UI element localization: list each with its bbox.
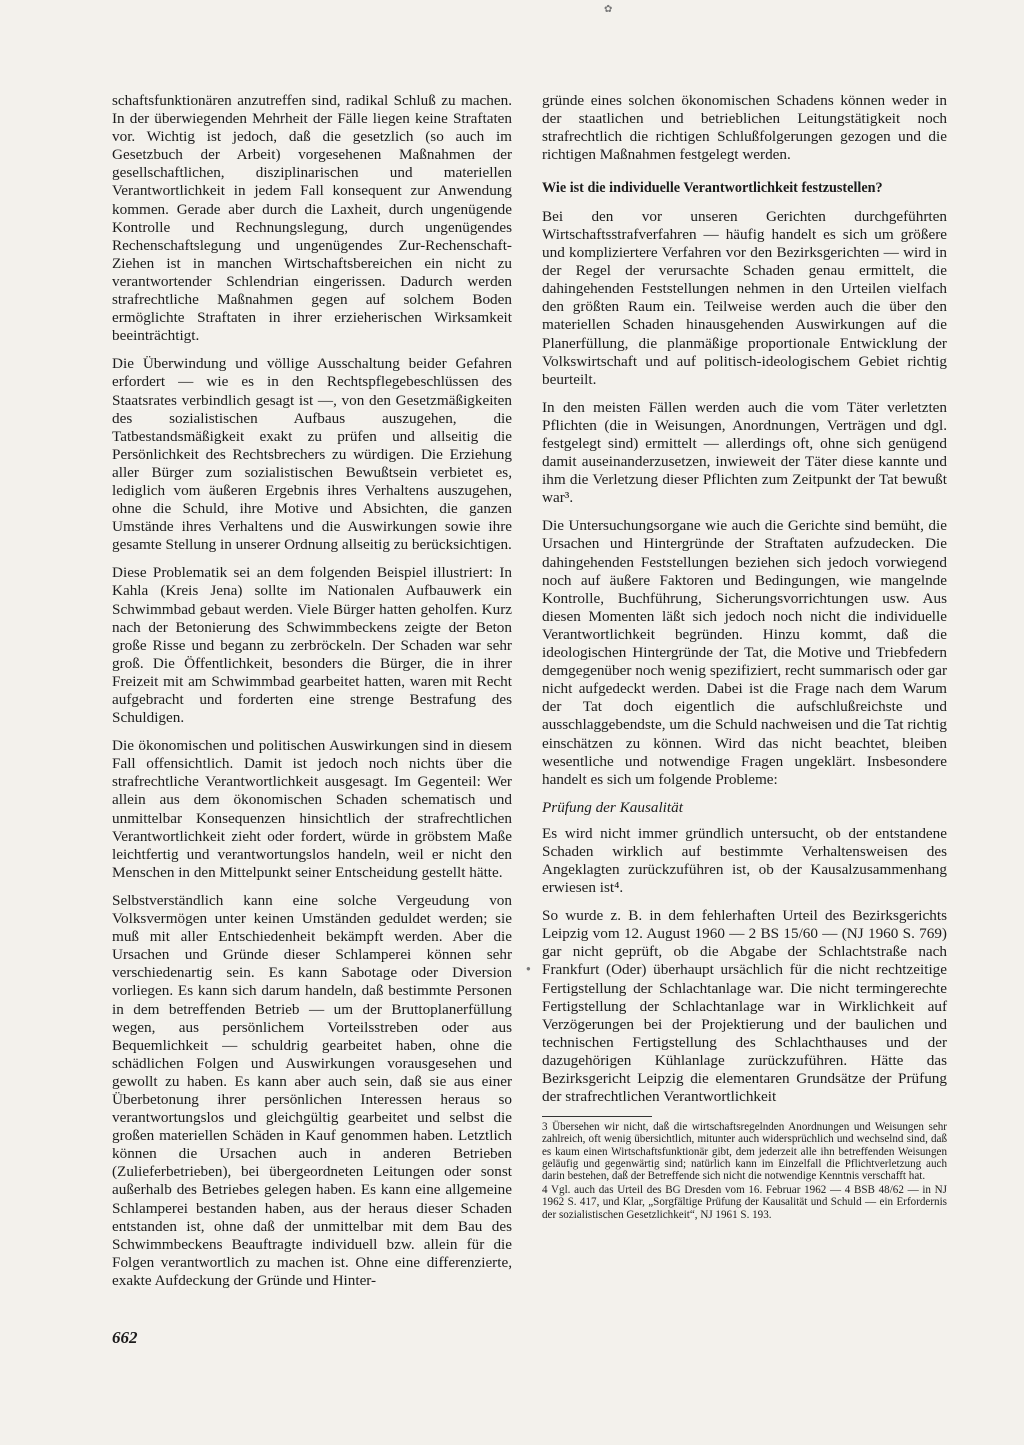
right-intro-paragraph: gründe eines solchen ökonomischen Schadens können weder in der staatlichen und betrieblichen Leitungstätigkeit noch strafrechtlich die richtigen Schlußfolgerungen gezogen und die richtigen Maßnahmen festgelegt werden. <box>542 92 947 164</box>
left-paragraph-3: Diese Problematik sei an dem folgenden Beispiel illustriert: In Kahla (Kreis Jena) sollte im Nationalen Aufbauwerk ein Schwimmbad gebaut werden. Viele Bürger hatten geholfen. Kurz nach der Betonierung des Schwimmbeckens zeigte der Beton große Risse und begann zu zerbröckeln. Der Schaden war sehr groß. Die Öffentlichkeit, besonders die Bürger, die in ihrer Freizeit mit am Schwimmbad gearbeitet hatten, waren mit Recht aufgebracht und forderten eine strenge Bestrafung des Schuldigen. <box>112 564 512 727</box>
section-heading: Wie ist die individuelle Verantwortlichkeit festzustellen? <box>542 180 883 197</box>
left-paragraph-1: schaftsfunktionären anzutreffen sind, radikal Schluß zu machen. In der überwiegenden Mehrheit der Fälle liegen keine Straftaten vor. Wichtig ist jedoch, daß die gesetzlich (so auch im Gesetzbuch der Arbeit) vorgesehenen Maßnahmen der gesellschaftlichen, disziplinarischen und materiellen Verantwortlichkeit in jedem Fall konsequent zur Anwendung kommen. Gerade aber durch die Laxheit, durch ungenügende Kontrolle und Rechnungslegung, durch ungenügendes Rechenschaftslegung und ungenügendes Zur-Rechenschaft-Ziehen ist in manchen Wirtschaftsbereichen ein nicht zu verantwortender Schlendrian eingerissen. Dadurch werden strafrechtliche Maßnahmen gegen auf solchem Boden ermöglichte Straftaten in ihrer erzieherischen Wirksamkeit beeinträchtigt. <box>112 92 512 345</box>
footnote-divider <box>542 1116 652 1117</box>
subheading-kausalitaet: Prüfung der Kausalität <box>542 798 683 816</box>
footnote-4: 4 Vgl. auch das Urteil des BG Dresden vom 16. Februar 1962 — 4 BSB 48/62 — in NJ 1962 S. 417, und Klar, „Sorgfältige Prüfung der Kausalität und Schuld — ein Erfordernis der sozialistischen Gesetzlichkeit“, NJ 1961 S. 193. <box>542 1184 947 1221</box>
scan-dot-mark: ● <box>526 964 531 973</box>
footnote-3: 3 Übersehen wir nicht, daß die wirtschaftsregelnden Anordnungen und Weisungen sehr zahlreich, oft wenig übersichtlich, mitunter auch widersprüchlich und wechselnd sind, daß es kaum einen Wirtschaftsfunktionär gibt, dem jederzeit alle ihn betreffenden Weisungen geläufig und gegenwärtig sind; natürlich kann im Einzelfall die Pflichtverletzung auch darin bestehen, daß der Betreffende sich nicht die notwendige Kenntnis verschafft hat. <box>542 1121 947 1182</box>
right-paragraph-1: Bei den vor unseren Gerichten durchgeführten Wirtschaftsstrafverfahren — häufig handelt es sich um größere und kompliziertere Verfahren vor den Bezirksgerichten — wird in der Regel der verursachte Schaden genau ermittelt, die dahingehenden Feststellungen nehmen in den Urteilen vielfach den größten Raum ein. Teilweise werden auch die über den materiellen Schaden hinausgehenden Auswirkungen auf die Planerfüllung, die planmäßige proportionale Entwicklung der Volkswirtschaft und auf politisch-ideologischem Gebiet richtig beurteilt. <box>542 207 947 388</box>
scan-speck-mark: ✿ <box>604 4 613 15</box>
left-column <box>112 92 512 1300</box>
page-number: 662 <box>112 1328 138 1347</box>
right-paragraph-4: Es wird nicht immer gründlich untersucht, ob der entstandene Schaden wirklich auf bestimmte Verhaltensweisen des Angeklagten zurückzuführen ist, ob der Kausalzusammenhang erwiesen ist⁴. <box>542 824 947 897</box>
left-paragraph-5: Selbstverständlich kann eine solche Vergeudung von Volksvermögen unter keinen Umständen geduldet werden; sie muß mit aller Entschiedenheit bekämpft werden. Aber die Ursachen und Gründe dieser Schlamperei können sehr verschiedenartig sein. Es kann Sabotage oder Diversion vorliegen. Es kann sich darum handeln, daß bestimmte Personen in dem betreffenden Betrieb — um der Bruttoplanerfüllung wegen, aus persönlichem Vorteilsstreben oder aus Bequemlichkeit — schuldrig gearbeitet haben, ohne die schädlichen Folgen und Auswirkungen vorausgesehen und gewollt zu haben. Es kann aber auch sein, daß sie aus einer Überbetonung ihrer persönlichen Interessen heraus so verantwortungslos und gleichgültig gearbeitet und selbst die großen materiellen Schäden in Kauf genommen haben. Letztlich können die Ursachen auch in anderen Betrieben (Zulieferbetrieben), bei übergeordneten Leitungen oder sonst außerhalb des Betriebes gelegen haben. Es kann eine allgemeine Schlamperei bestanden haben, aus der heraus dieser Schaden entstanden ist, ohne daß der unmittelbar mit dem Bau des Schwimmbeckens Beauftragte individuell bzw. allein für die Folgen verantwortlich zu machen ist. Ohne eine differenzierte, exakte Aufdeckung der Gründe und Hinter- <box>112 891 512 1289</box>
right-paragraph-2: In den meisten Fällen werden auch die vom Täter verletzten Pflichten (die in Weisungen, Anordnungen, Verträgen und dgl. festgelegt sind) ermittelt — allerdings oft, ohne sich genügend damit auseinanderzusetzen, inwieweit der Täter diese kannte und ihm die Verletzung dieser Pflichten zum Zeitpunkt der Tat bewußt war³. <box>542 398 947 507</box>
right-paragraph-3: Die Untersuchungsorgane wie auch die Gerichte sind bemüht, die Ursachen und Hintergründe der Straftaten aufzudecken. Die dahingehenden Feststellungen beziehen sich jedoch vorwiegend noch auf äußere Faktoren und Bedingungen, wie mangelnde Kontrolle, Buchführung, Sicherungsvorrichtungen usw. Aus diesen Momenten läßt sich jedoch noch nicht die individuelle Verantwortlichkeit begründen. Hinzu kommt, daß die ideologischen Hintergründe der Tat, die Motive und Triebfedern demgegenüber noch wenig spezifiziert, recht summarisch oder gar nicht aufgedeckt werden. Dabei ist die Frage nach dem Warum der Tat doch eigentlich die aufschlußreichste und ausschlaggebendste, um die Schuld nachweisen und die Tat richtig einschätzen zu können. Wird das nicht beachtet, bleiben wesentliche und notwendige Fragen ungeklärt. Insbesondere handelt es sich um folgende Probleme: <box>542 517 947 788</box>
right-column <box>542 92 947 1223</box>
left-paragraph-2: Die Überwindung und völlige Ausschaltung beider Gefahren erfordert — wie es in den Rechtspflegebeschlüssen des Staatsrates verbindlich gesagt ist —, von den Gesetzmäßigkeiten des sozialistischen Aufbaus auszugehen, die Tatbestandsmäßigkeit exakt zu prüfen und allseitig die Persönlichkeit des Rechtsbrechers zu würdigen. Die Erziehung aller Bürger zum sozialistischen Bewußtsein verbietet es, lediglich vom äußeren Ergebnis ihres Verhaltens auszugehen, ohne die Schuld, ihre Motive und Absichten, die ganzen Umstände ihres Verhaltens und die Auswirkungen sowie ihre gesamte Stellung in unserer Ordnung allseitig zu berücksichtigen. <box>112 355 512 554</box>
left-paragraph-4: Die ökonomischen und politischen Auswirkungen sind in diesem Fall offensichtlich. Damit ist jedoch noch nichts über die strafrechtliche Verantwortlichkeit ausgesagt. Im Gegenteil: Wer allein aus dem ökonomischen Schaden schematisch und unmittelbar Konsequenzen hinsichtlich der strafrechtlichen Verantwortlichkeit zieht oder fordert, würde in gröbstem Maße leichtfertig und verantwortungslos handeln, weil er nicht den Menschen in den Mittelpunkt seiner Entscheidung gestellt hätte. <box>112 737 512 881</box>
right-paragraph-5: So wurde z. B. in dem fehlerhaften Urteil des Bezirksgerichts Leipzig vom 12. August 1960 — 2 BS 15/60 — (NJ 1960 S. 769) gar nicht geprüft, ob die Abgabe der Schlachtstraße nach Frankfurt (Oder) überhaupt ursächlich für die nicht rechtzeitige Fertigstellung der Schlachtanlage war. Die nicht termingerechte Fertigstellung der Schlachtanlage war in Wirklichkeit auf Verzögerungen bei der Projektierung und der baulichen und technischen Fertigstellung des Schlachthauses und der dazugehörigen Kühlanlage zurückzuführen. Hätte das Bezirksgericht Leipzig die elementaren Grundsätze der Prüfung der strafrechtlichen Verantwortlichkeit <box>542 907 947 1106</box>
